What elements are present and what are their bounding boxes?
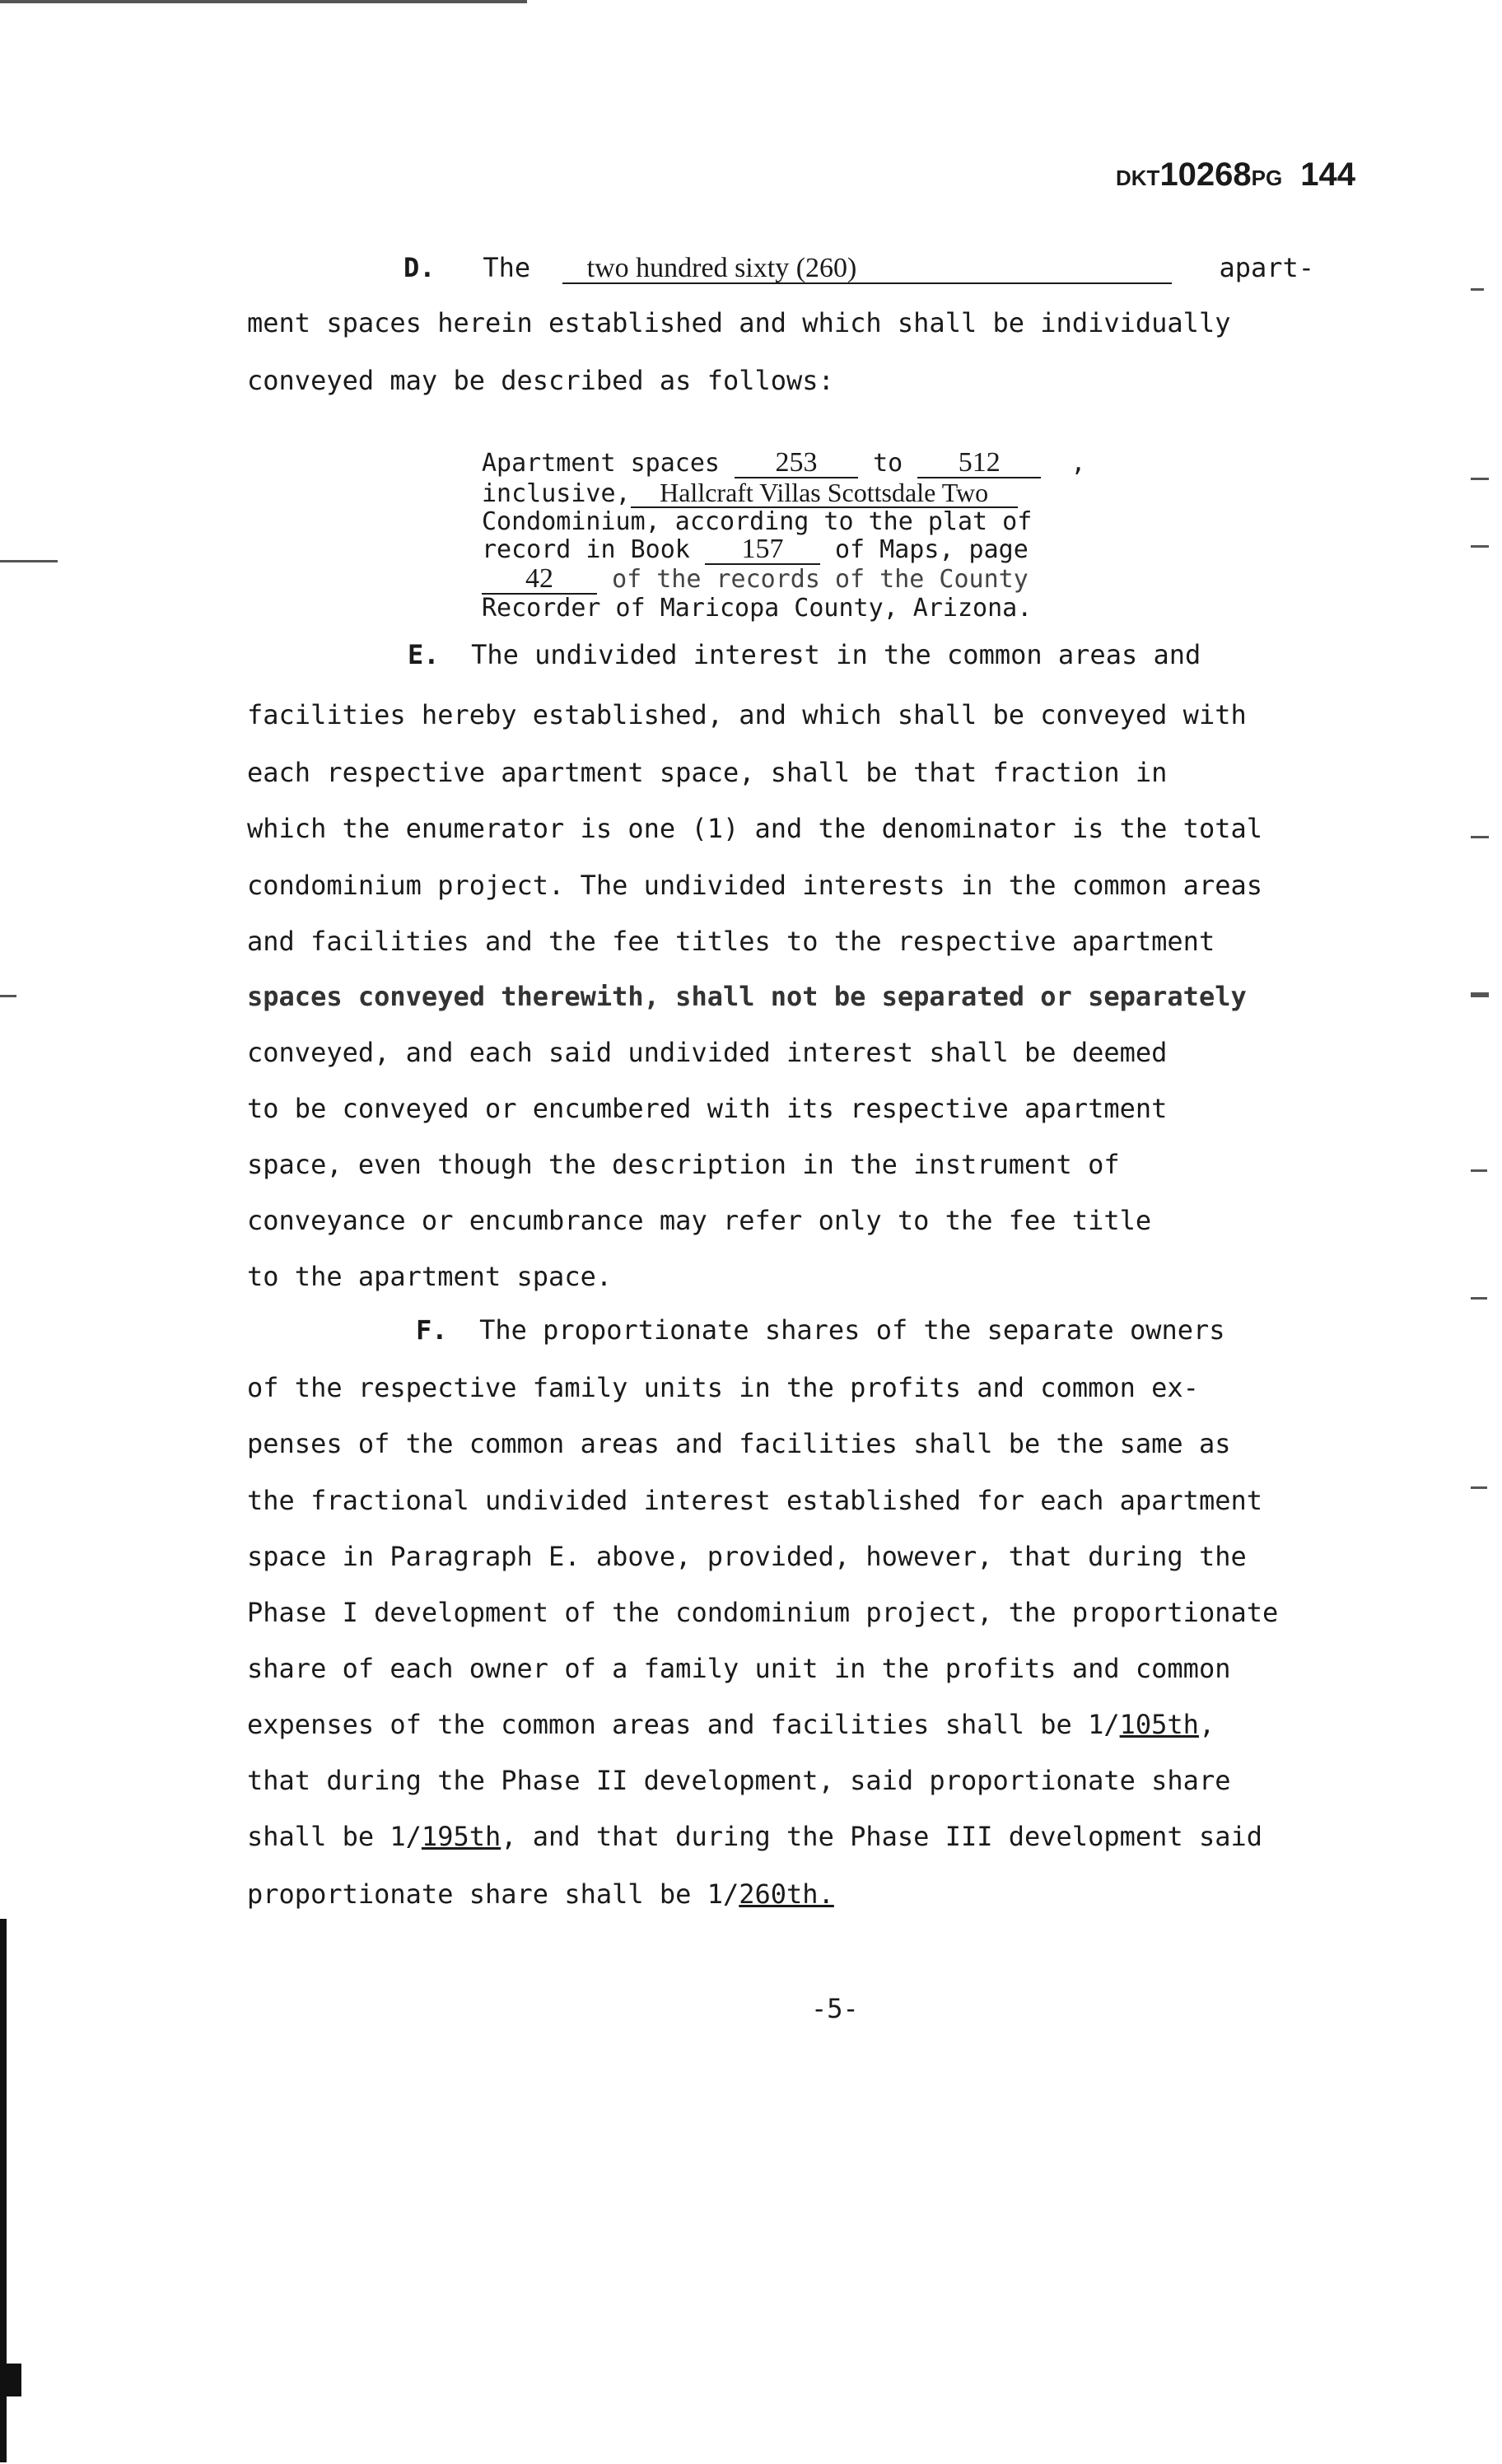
apartment-count-fill: two hundred sixty (260) bbox=[562, 254, 1172, 284]
para-e-line-9: to be conveyed or encumbered with its respective apartment bbox=[247, 1093, 1168, 1124]
legal-line-1: Apartment spaces 253 to 512 , bbox=[482, 447, 1086, 478]
para-d-line-2: ment spaces herein established and which shall be individually bbox=[247, 307, 1231, 338]
margin-mark bbox=[1471, 478, 1489, 480]
legal-description-block bbox=[482, 449, 1085, 622]
legal-line-4: record in Book 157 of Maps, page bbox=[482, 534, 1029, 564]
para-f-line-10: shall be 1/195th, and that during the Phase III development said bbox=[247, 1821, 1262, 1852]
legal-line-2: inclusive, Hallcraft Villas Scottsdale Two bbox=[482, 478, 1085, 508]
top-edge-line bbox=[0, 0, 527, 3]
para-f-line-9: that during the Phase II development, said proportionate share bbox=[247, 1765, 1231, 1796]
para-f-line-6: Phase I development of the condominium project, the proportionate bbox=[247, 1597, 1279, 1628]
margin-mark bbox=[1471, 992, 1489, 997]
phase-2-share: 195th bbox=[421, 1821, 501, 1852]
para-f-line-8: expenses of the common areas and facilities shall be 1/105th, bbox=[247, 1709, 1215, 1740]
para-f-line-7: share of each owner of a family unit in the profits and common bbox=[247, 1653, 1231, 1684]
docket-book-number: 10268 bbox=[1159, 156, 1252, 193]
para-d-lead: The bbox=[483, 252, 531, 283]
legal-line-6: Recorder of Maricopa County, Arizona. bbox=[482, 594, 1033, 623]
para-d-line-3: conveyed may be described as follows: bbox=[247, 365, 834, 396]
docket-page-label: PG bbox=[1251, 166, 1283, 190]
para-e-line-4: which the enumerator is one (1) and the denominator is the total bbox=[247, 813, 1262, 844]
margin-mark bbox=[1471, 836, 1489, 838]
space-from-fill: 253 bbox=[735, 449, 858, 478]
legal-line-5: 42 of the records of the County bbox=[482, 565, 1085, 595]
margin-mark bbox=[0, 560, 58, 562]
para-f-label: F. bbox=[416, 1314, 448, 1346]
para-f-line-2: of the respective family units in the profits and common ex- bbox=[247, 1372, 1199, 1403]
space-to-fill: 512 bbox=[917, 449, 1041, 478]
para-e-line-12: to the apartment space. bbox=[247, 1261, 613, 1292]
para-f-line-3: penses of the common areas and facilities shall be the same as bbox=[247, 1428, 1231, 1459]
margin-mark bbox=[1471, 288, 1484, 291]
para-e-line-6: and facilities and the fee titles to the respective apartment bbox=[247, 926, 1215, 957]
para-e-line-3: each respective apartment space, shall be that fraction in bbox=[247, 757, 1168, 788]
para-e-line-10: space, even though the description in the instrument of bbox=[247, 1149, 1120, 1180]
plat-page-fill: 42 bbox=[482, 565, 597, 595]
margin-mark bbox=[1471, 1486, 1487, 1489]
margin-mark bbox=[1471, 1297, 1487, 1300]
para-d-line-1 bbox=[403, 251, 1314, 284]
binding-edge bbox=[0, 2364, 21, 2396]
para-e-line-2: facilities hereby established, and which shall be conveyed with bbox=[247, 699, 1247, 730]
para-f-line-4: the fractional undivided interest established for each apartment bbox=[247, 1485, 1262, 1516]
para-e-line-5: condominium project. The undivided interests in the common areas bbox=[247, 870, 1262, 901]
para-e-line-1: E. The undivided interest in the common areas and bbox=[408, 639, 1201, 670]
docket-page-number: 144 bbox=[1300, 156, 1355, 193]
legal-line-3: Condominium, according to the plat of bbox=[482, 507, 1033, 536]
para-f-line-11: proportionate share shall be 1/260th. bbox=[247, 1878, 834, 1910]
page-number: -5- bbox=[811, 1993, 859, 2024]
project-name-fill: Hallcraft Villas Scottsdale Two bbox=[631, 478, 1018, 508]
margin-mark bbox=[1471, 1169, 1487, 1172]
para-e-line-7: spaces conveyed therewith, shall not be separated or separately bbox=[247, 981, 1247, 1012]
docket-prefix: DKT bbox=[1116, 166, 1160, 190]
para-e-label: E. bbox=[408, 639, 440, 670]
para-d-label: D. bbox=[403, 252, 436, 283]
margin-mark bbox=[1471, 545, 1489, 548]
margin-mark bbox=[0, 995, 16, 997]
plat-book-fill: 157 bbox=[705, 535, 820, 565]
para-f-line-1: F. The proportionate shares of the separate owners bbox=[416, 1314, 1225, 1346]
para-e-line-11: conveyance or encumbrance may refer only to the fee title bbox=[247, 1205, 1152, 1236]
para-e-line-8: conveyed, and each said undivided interest shall be deemed bbox=[247, 1037, 1168, 1068]
para-d-tail: apart- bbox=[1219, 252, 1315, 283]
para-f-line-5: space in Paragraph E. above, provided, however, that during the bbox=[247, 1541, 1247, 1572]
recording-reference bbox=[1116, 156, 1355, 194]
phase-1-share: 105th bbox=[1119, 1709, 1199, 1740]
phase-3-share: 260th. bbox=[739, 1878, 834, 1910]
